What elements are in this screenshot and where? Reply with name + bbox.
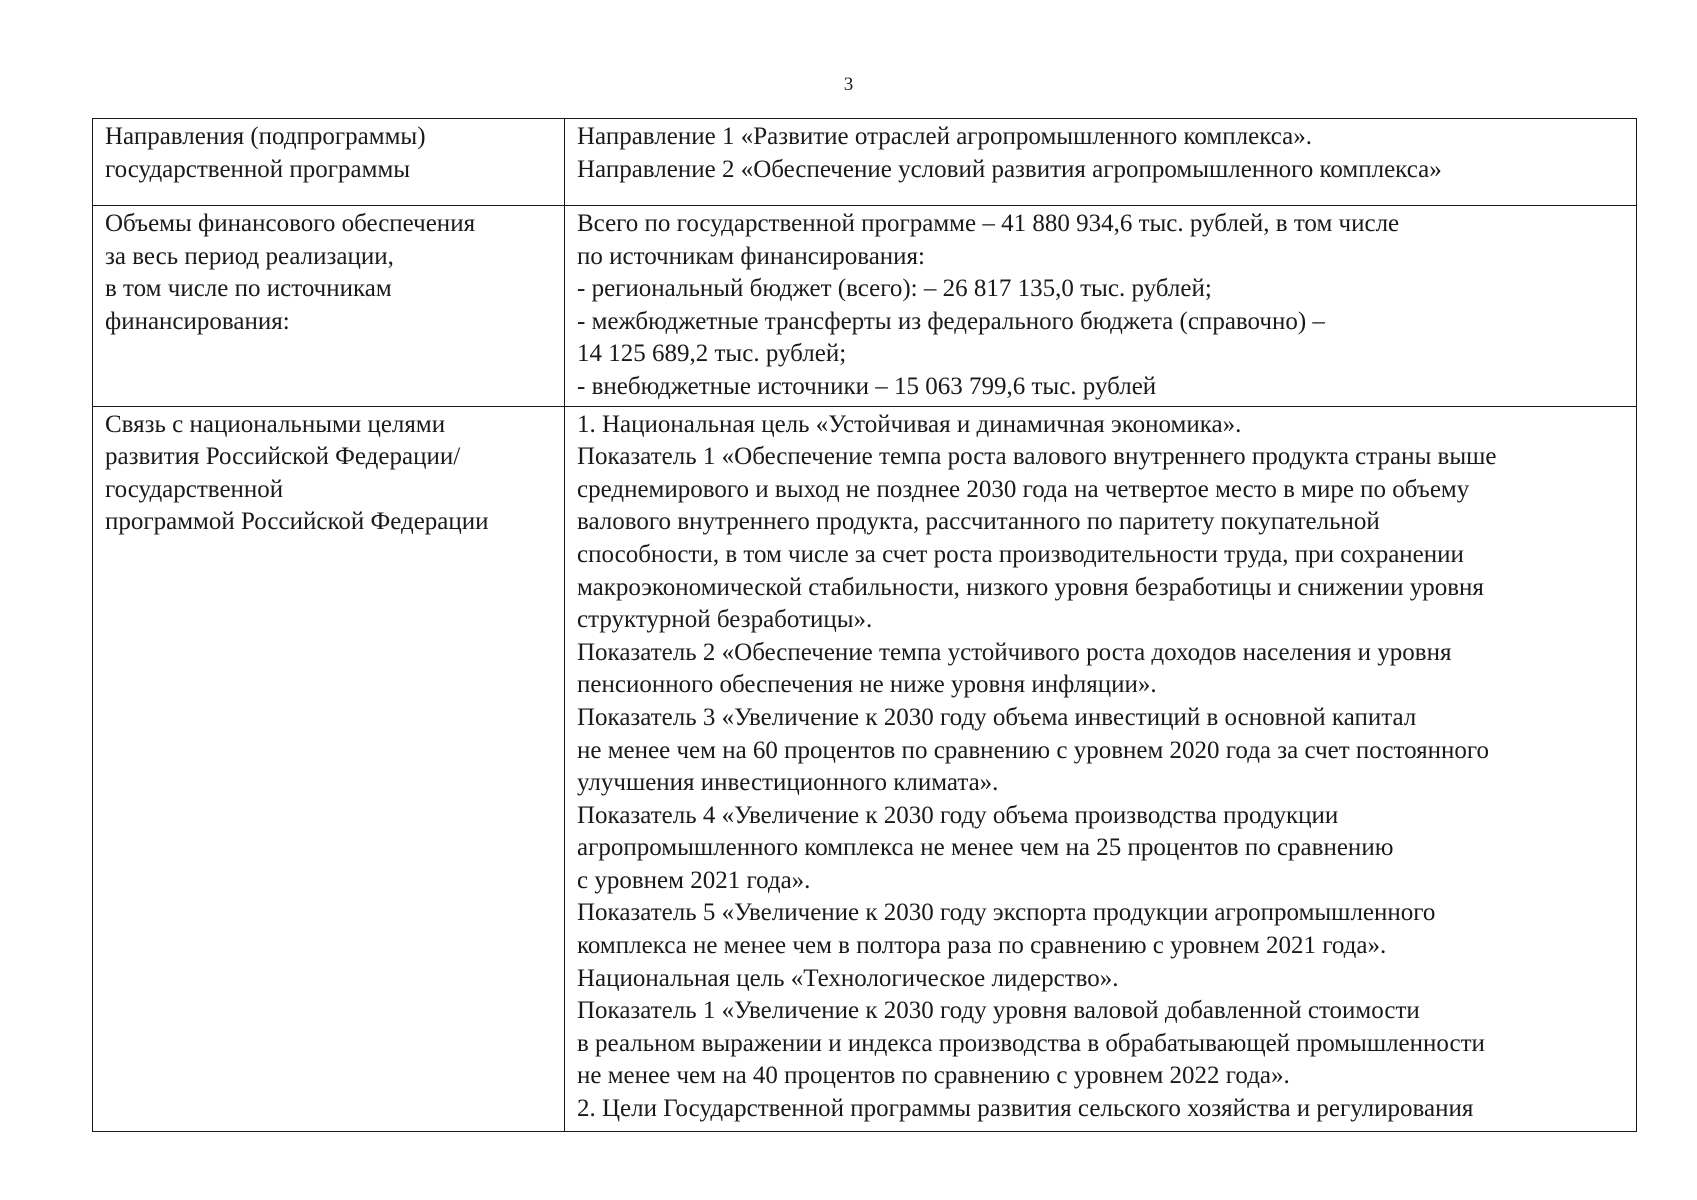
table-row-national-goals xyxy=(93,406,1637,1131)
row-label-cell xyxy=(93,206,565,407)
value-line: Показатель 1 «Увеличение к 2030 году уровня валовой добавленной стоимости xyxy=(577,997,1420,1025)
value-line: Показатель 4 «Увеличение к 2030 году объема производства продукции xyxy=(577,801,1339,829)
label-line: Объемы финансового обеспечения xyxy=(105,210,476,237)
program-passport-table xyxy=(92,118,1637,1132)
row-value-cell xyxy=(565,119,1637,206)
value-line: валового внутреннего продукта, рассчитанного по паритету покупательной xyxy=(577,508,1380,536)
value-line: макроэкономической стабильности, низкого уровня безработицы и снижении уровня xyxy=(577,573,1484,601)
value-line: по источникам финансирования: xyxy=(577,242,925,270)
value-line: способности, в том числе за счет роста производительности труда, при сохранении xyxy=(577,540,1464,568)
value-line: Национальная цель «Технологическое лидерство». xyxy=(577,964,1119,992)
value-line: Направление 2 «Обеспечение условий развития агропромышленного комплекса» xyxy=(577,155,1442,183)
page-number: 3 xyxy=(843,74,854,95)
value-line: с уровнем 2021 года». xyxy=(577,866,811,894)
value-line: не менее чем на 40 процентов по сравнению с уровнем 2022 года». xyxy=(577,1062,1290,1090)
value-line: 14 125 689,2 тыс. рублей; xyxy=(577,340,847,368)
label-line: финансирования: xyxy=(105,307,290,335)
value-line: улучшения инвестиционного климата». xyxy=(577,769,999,797)
value-line: - межбюджетные трансферты из федерального бюджета (справочно) – xyxy=(577,307,1325,335)
value-line: 1. Национальная цель «Устойчивая и динамичная экономика». xyxy=(577,410,1242,438)
row-label-cell xyxy=(93,119,565,206)
value-line: пенсионного обеспечения не ниже уровня инфляции». xyxy=(577,671,1157,699)
label-line: государственной xyxy=(105,475,284,503)
value-line: среднемирового и выход не позднее 2030 года на четвертое место в мире по объему xyxy=(577,475,1470,503)
value-line: Направление 1 «Развитие отраслей агропромышленного комплекса». xyxy=(577,123,1312,150)
row-value-cell xyxy=(565,406,1637,1131)
label-line: Направления (подпрограммы) xyxy=(105,123,426,150)
value-line: Показатель 1 «Обеспечение темпа роста валового внутреннего продукта страны выше xyxy=(577,443,1497,471)
label-line: программой Российской Федерации xyxy=(105,508,489,536)
label-line: Связь с национальными целями xyxy=(105,410,446,438)
table-row-finance xyxy=(93,206,1637,407)
value-line: в реальном выражении и индекса производства в обрабатывающей промышленности xyxy=(577,1029,1485,1057)
value-line: - внебюджетные источники – 15 063 799,6 тыс. рублей xyxy=(577,372,1157,400)
label-line: за весь период реализации, xyxy=(105,242,394,270)
value-line: - региональный бюджет (всего): – 26 817 135,0 тыс. рублей; xyxy=(577,275,1212,303)
table-row-directions xyxy=(93,119,1637,206)
value-line: Показатель 2 «Обеспечение темпа устойчивого роста доходов населения и уровня xyxy=(577,638,1452,666)
value-line: Показатель 5 «Увеличение к 2030 году экспорта продукции агропромышленного xyxy=(577,899,1436,927)
label-line: государственной программы xyxy=(105,155,411,183)
value-line: агропромышленного комплекса не менее чем на 25 процентов по сравнению xyxy=(577,834,1394,862)
label-line: развития Российской Федерации/ xyxy=(105,443,461,471)
value-line: комплекса не менее чем в полтора раза по сравнению с уровнем 2021 года». xyxy=(577,932,1387,960)
row-value-cell xyxy=(565,206,1637,407)
value-line: структурной безработицы». xyxy=(577,606,873,634)
label-line: в том числе по источникам xyxy=(105,275,392,303)
value-line: Всего по государственной программе – 41 880 934,6 тыс. рублей, в том числе xyxy=(577,210,1400,237)
value-line: Показатель 3 «Увеличение к 2030 году объема инвестиций в основной капитал xyxy=(577,703,1417,731)
value-line: 2. Цели Государственной программы развития сельского хозяйства и регулирования xyxy=(577,1095,1474,1123)
value-line: не менее чем на 60 процентов по сравнению с уровнем 2020 года за счет постоянного xyxy=(577,736,1490,764)
row-label-cell xyxy=(93,406,565,1131)
